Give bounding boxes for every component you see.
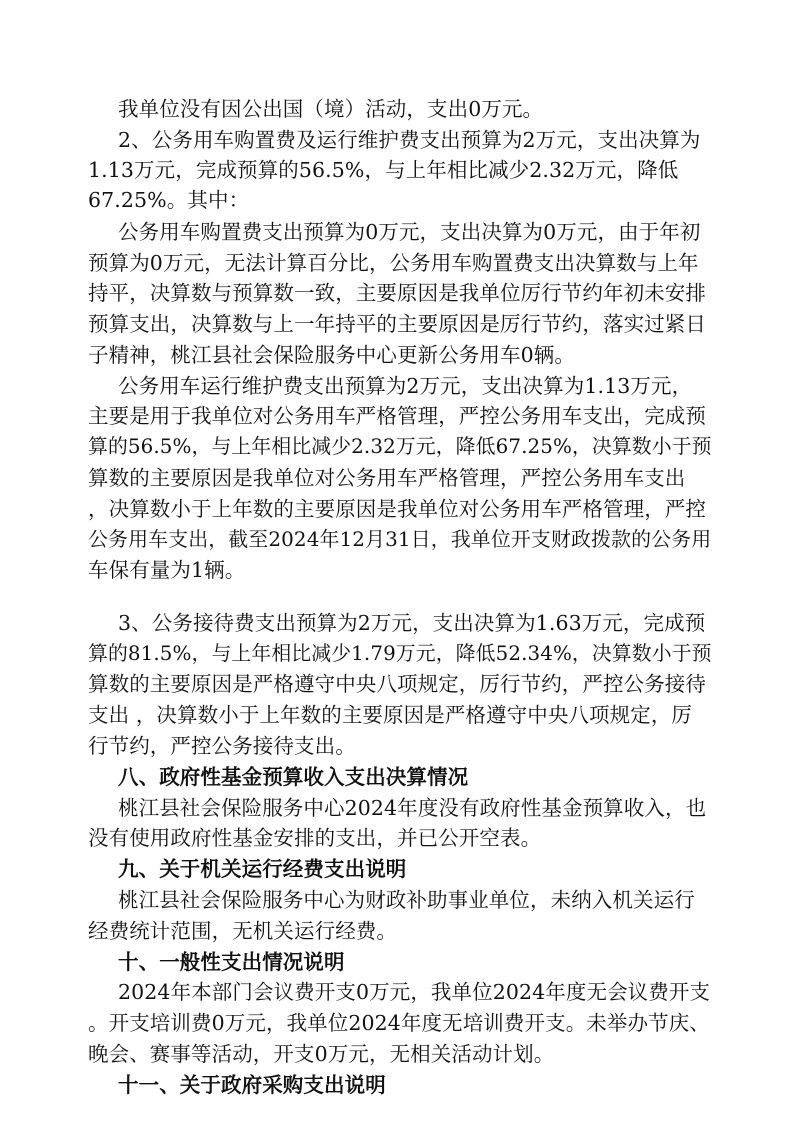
paragraph-line: 算的56.5%，与上年相比减少2.32万元，降低67.25%，决算数小于预 xyxy=(88,435,712,458)
paragraph-line: 算数的主要原因是严格遵守中央八项规定，厉行节约，严控公务接待 xyxy=(88,672,706,696)
paragraph-line: 主要是用于我单位对公务用车严格管理，严控公务用车支出，完成预 xyxy=(88,404,706,428)
paragraph-line: 支出 ，决算数小于上年数的主要原因是严格遵守中央八项规定，厉 xyxy=(88,703,693,727)
paragraph-line: 预算支出，决算数与上一年持平的主要原因是厉行节约，落实过紧日 xyxy=(88,312,706,336)
section-heading: 十、一般性支出情况说明 xyxy=(118,950,345,974)
paragraph-line: 1.13万元，完成预算的56.5%，与上年相比减少2.32万元，降低 xyxy=(88,158,679,182)
paragraph-line: 晚会、赛事等活动，开支0万元，无相关活动计划。 xyxy=(88,1042,555,1066)
paragraph-line: 算数的主要原因是我单位对公务用车严格管理，严控公务用车支出 xyxy=(88,466,686,490)
paragraph-line: 2、公务用车购置费及运行维护费支出预算为2万元，支出决算为 xyxy=(118,128,701,152)
section-heading: 八、政府性基金预算收入支出决算情况 xyxy=(118,765,469,789)
section-heading: 十一、关于政府采购支出说明 xyxy=(118,1073,386,1097)
paragraph-line: ，决算数小于上年数的主要原因是我单位对公务用车严格管理，严控 xyxy=(88,497,706,521)
paragraph-line: 桃江县社会保险服务中心2024年度没有政府性基金预算收入，也 xyxy=(118,796,707,820)
paragraph-line: 算的81.5%，与上年相比减少1.79万元，降低52.34%，决算数小于预 xyxy=(88,642,712,665)
paragraph-line: 预算为0万元，无法计算百分比，公务用车购置费支出决算数与上年 xyxy=(88,251,699,275)
paragraph-line: 车保有量为1辆。 xyxy=(88,558,246,582)
paragraph-line: 桃江县社会保险服务中心为财政补助事业单位，未纳入机关运行 xyxy=(118,888,695,912)
paragraph-line: 没有使用政府性基金安排的支出，并已公开空表。 xyxy=(88,826,542,850)
paragraph-line: 经费统计范围，无机关运行经费。 xyxy=(88,919,397,943)
section-heading: 九、关于机关运行经费支出说明 xyxy=(118,857,407,881)
paragraph-line: 2024年本部门会议费开支0万元，我单位2024年度无会议费开支 xyxy=(118,980,711,1004)
paragraph-line: 行节约，严控公务接待支出。 xyxy=(88,734,356,758)
paragraph-line: 3、公务接待费支出预算为2万元，支出决算为1.63万元，完成预 xyxy=(118,611,706,635)
paragraph-line: 子精神，桃江县社会保险服务中心更新公务用车0辆。 xyxy=(88,343,575,367)
paragraph-line: 公务用车支出，截至2024年12月31日，我单位开支财政拨款的公务用 xyxy=(88,527,712,551)
paragraph-line: 。开支培训费0万元，我单位2024年度无培训费开支。未举办节庆、 xyxy=(88,1011,710,1035)
paragraph-line: 我单位没有因公出国（境）活动，支出0万元。 xyxy=(118,97,544,121)
paragraph-line: 公务用车运行维护费支出预算为2万元，支出决算为1.13万元， xyxy=(118,374,693,398)
paragraph-line: 持平，决算数与预算数一致，主要原因是我单位厉行节约年初未安排 xyxy=(88,281,706,305)
paragraph-line: 67.25%。其中： xyxy=(88,188,250,212)
paragraph-line: 公务用车购置费支出预算为0万元，支出决算为0万元，由于年初 xyxy=(118,220,701,244)
